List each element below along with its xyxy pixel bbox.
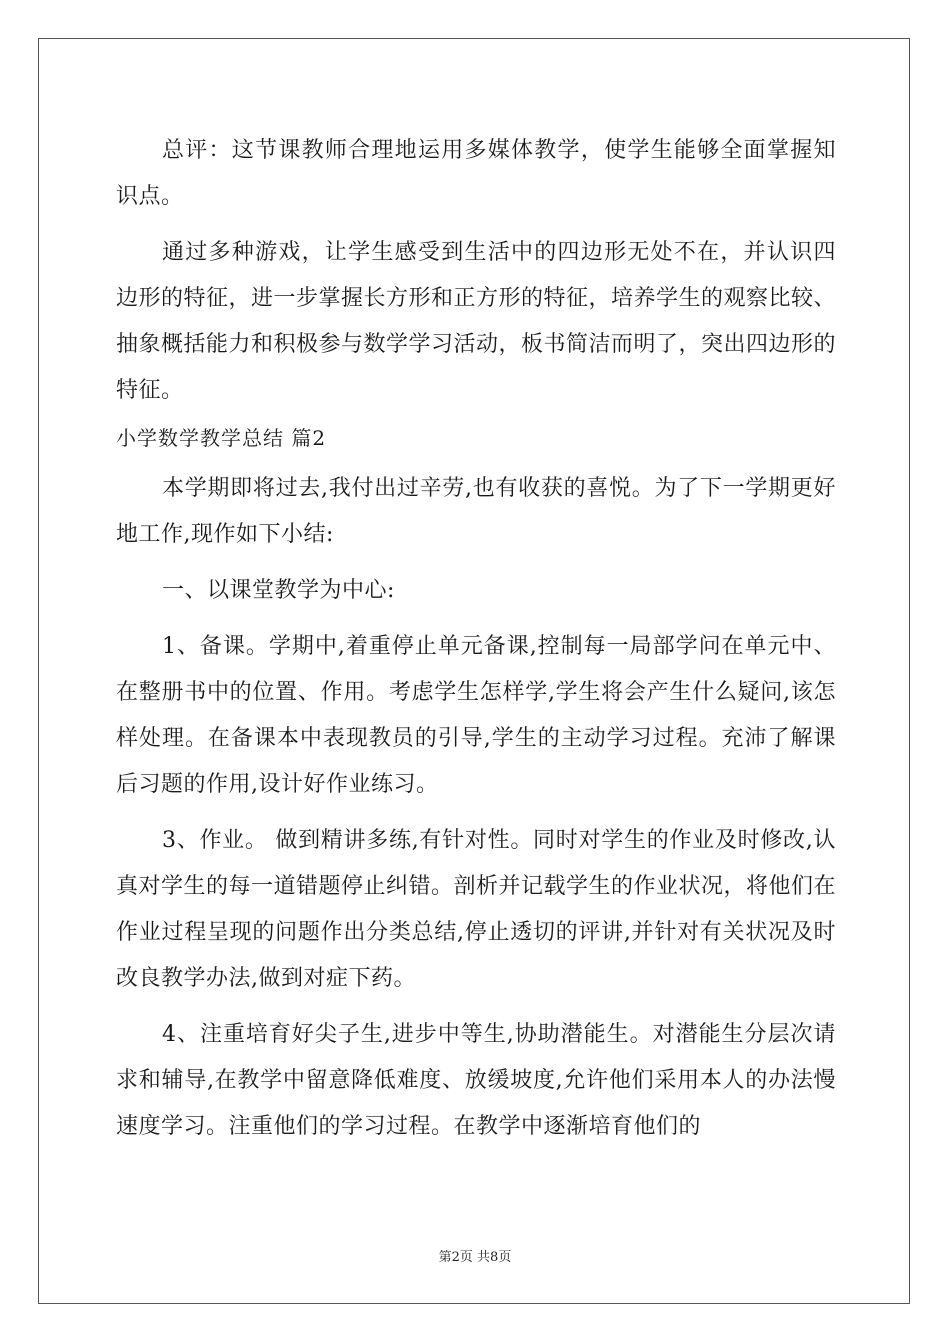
- paragraph-section-one: 一、以课堂教学为中心:: [162, 578, 395, 603]
- paragraph-games: 通过多种游戏，让学生感受到生活中的四边形无处不在，并认识四边形的特征，进一步掌握长方形和正方形的特征，培养学生的观察比较、抽象概括能力和积极参与数学学习活动，板书简洁而明了，突出四边形的特征。: [116, 240, 837, 403]
- page-footer: 第2页 共8页: [438, 1250, 512, 1265]
- section-heading: 小学数学教学总结 篇2: [116, 426, 327, 450]
- paragraph-intro: 本学期即将过去,我付出过辛劳,也有收获的喜悦。为了下一学期更好地工作,现作如下小结:: [116, 476, 836, 547]
- paragraph-summary: 总评：这节课教师合理地运用多媒体教学，使学生能够全面掌握知识点。: [116, 138, 836, 209]
- paragraph-lesson-prep: 1、备课。学期中,着重停止单元备课,控制每一局部学问在单元中、在整册书中的位置、作用。考虑学生怎样学,学生将会产生什么疑问,该怎样处理。在备课本中表现教员的引导,学生的主动学习过程。充沛了解课后习题的作用,设计好作业练习。: [116, 634, 836, 797]
- document-body: [116, 128, 836, 1160]
- paragraph-student-care: 4、注重培育好尖子生,进步中等生,协助潜能生。对潜能生分层次请求和辅导,在教学中留意降低难度、放缓坡度,允许他们采用本人的办法慢速度学习。注重他们的学习过程。在教学中逐渐培育他们的: [116, 1022, 836, 1139]
- paragraph-homework: 3、作业。 做到精讲多练,有针对性。同时对学生的作业及时修改,认真对学生的每一道错题停止纠错。剖析并记载学生的作业状况，将他们在作业过程呈现的问题作出分类总结,停止透切的评讲,并针对有关状况及时改良教学办法,做到对症下药。: [116, 828, 837, 991]
